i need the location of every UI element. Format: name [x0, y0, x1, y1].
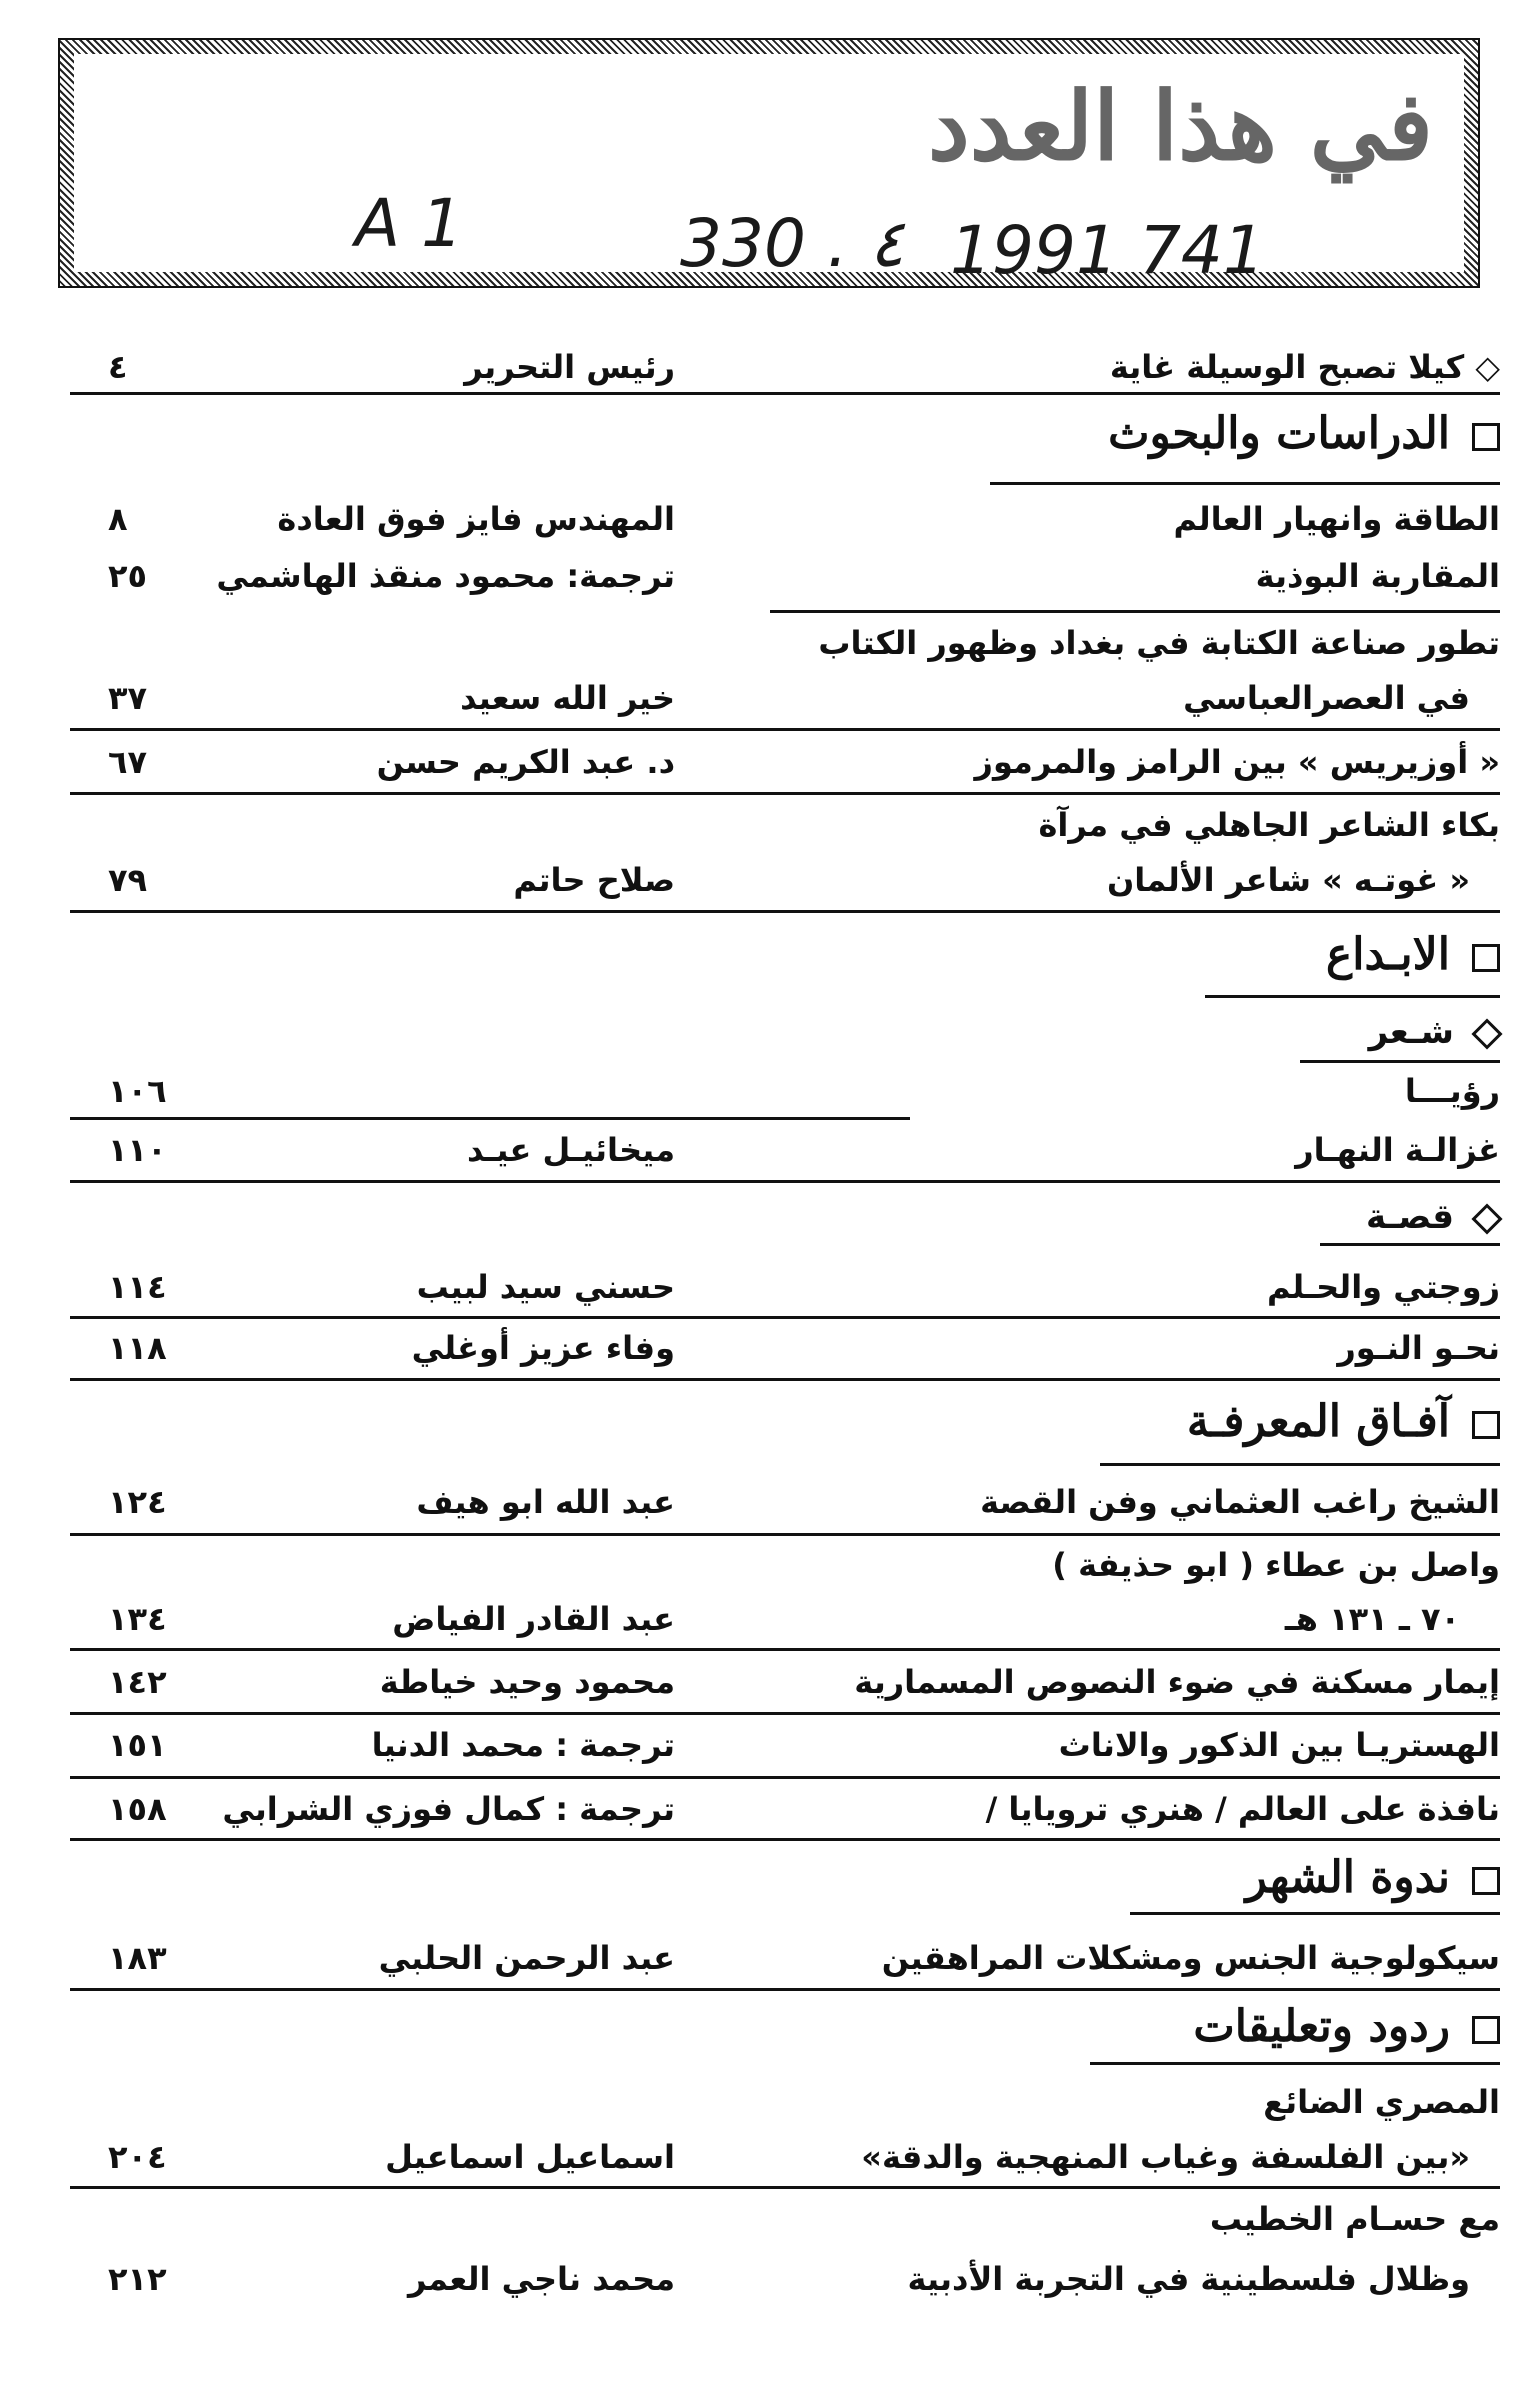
- divider: [70, 1533, 1500, 1536]
- divider: [70, 1776, 1500, 1779]
- entry-author: ميخائيـل عيـد: [466, 1131, 675, 1169]
- entry-page: ٢٥: [108, 557, 148, 595]
- entry-page: ٨: [108, 500, 128, 538]
- entry-title: غزالـة النهـار: [1295, 1131, 1500, 1169]
- toc-entry: [70, 800, 1500, 850]
- entry-page: ٢٠٤: [108, 2138, 167, 2176]
- entry-author: محمود وحيد خياطة: [379, 1663, 675, 1701]
- entry-title: واصل بن عطاء ( ابو حذيفة ): [1052, 1546, 1500, 1584]
- toc-entry: [70, 1784, 1500, 1834]
- toc-entry-cont: [70, 2132, 1500, 2182]
- entry-author: محمد ناجي العمر: [408, 2260, 675, 2298]
- entry-title: الطاقة وانهيار العالم: [1173, 500, 1500, 538]
- entry-title-line2: « غوتـه » شاعر الألمان: [1106, 861, 1470, 899]
- entry-author: خير الله سعيد: [460, 679, 675, 717]
- entry-page: ١٥٨: [108, 1790, 167, 1828]
- handwritten-note: 1991 741: [950, 212, 1265, 289]
- entry-author: اسماعيل اسماعيل: [385, 2138, 675, 2176]
- toc-entry: [70, 494, 1500, 544]
- diamond-bullet-icon: [1471, 1203, 1502, 1234]
- entry-title: نحـو النـور: [1337, 1329, 1500, 1367]
- divider: [1130, 1912, 1500, 1915]
- entry-title: الهستريـا بين الذكور والاناث: [1058, 1726, 1500, 1764]
- toc-entry-cont: [70, 855, 1500, 905]
- entry-title-line2: «بين الفلسفة وغياب المنهجية والدقة»: [861, 2138, 1470, 2176]
- entry-author: عبد الله ابو هيف: [416, 1483, 675, 1521]
- entry-author: د. عبد الكريم حسن: [376, 743, 675, 781]
- square-bullet-icon: [1472, 944, 1500, 972]
- square-bullet-icon: [1472, 1411, 1500, 1439]
- divider: [70, 792, 1500, 795]
- entry-author: حسني سيد لبيب: [416, 1268, 675, 1306]
- divider: [1320, 1243, 1500, 1246]
- toc-entry: [70, 2194, 1500, 2244]
- divider: [70, 1316, 1500, 1319]
- toc-entry-cont: [70, 2254, 1500, 2304]
- divider: [70, 1378, 1500, 1381]
- entry-title-line2: في العصرالعباسي: [1183, 679, 1470, 717]
- toc-entry-cont: [70, 673, 1500, 723]
- divider: [1205, 995, 1500, 998]
- toc-entry: [70, 1323, 1500, 1373]
- issue-contents-title: في هذا العدد: [927, 72, 1433, 182]
- handwritten-note: 330 . ٤: [680, 205, 905, 282]
- divider: [70, 392, 1500, 395]
- entry-author: عبد القادر الفياض: [392, 1600, 675, 1638]
- divider: [70, 2186, 1500, 2189]
- entry-page: ٧٩: [108, 861, 148, 899]
- toc-entry: [70, 1262, 1500, 1312]
- entry-title: نافذة على العالم / هنري ترويايا /: [985, 1790, 1500, 1828]
- entry-title: « أوزيريس » بين الرامز والمرموز: [974, 743, 1500, 781]
- entry-page: ١٠٦: [108, 1072, 167, 1110]
- entry-author: عبد الرحمن الحلبي: [378, 1939, 675, 1977]
- entry-author: ترجمة : محمد الدنيا: [371, 1726, 675, 1764]
- handwritten-note: A 1: [355, 185, 464, 262]
- divider: [70, 1712, 1500, 1715]
- toc-entry: [70, 1720, 1500, 1770]
- toc-entry: [70, 1540, 1500, 1590]
- section-heading: الدراسات والبحوث: [1108, 404, 1500, 464]
- divider: [770, 610, 1500, 613]
- entry-page: ٢١٢: [108, 2260, 167, 2298]
- toc-entry: [70, 342, 1500, 392]
- entry-title: المصري الضائع: [1263, 2083, 1500, 2121]
- entry-page: ١٥١: [108, 1726, 167, 1764]
- toc-entry: [70, 618, 1500, 668]
- entry-page: ١١٠: [108, 1131, 167, 1169]
- divider: [70, 910, 1500, 913]
- subsection-heading: شـعر: [1369, 1007, 1498, 1057]
- section-heading: الابـداع: [1326, 925, 1500, 985]
- entry-title: ◇ كيلا تصبح الوسيلة غاية: [1109, 348, 1500, 386]
- divider: [70, 1180, 1500, 1183]
- entry-page: ١٣٤: [108, 1600, 167, 1638]
- entry-title: مع حسـام الخطيب: [1209, 2200, 1500, 2238]
- entry-title: بكاء الشاعر الجاهلي في مرآة: [1038, 806, 1500, 844]
- entry-page: ٣٧: [108, 679, 148, 717]
- entry-title: رؤيـــا: [1404, 1072, 1500, 1110]
- square-bullet-icon: [1472, 2016, 1500, 2044]
- toc-entry: [70, 1477, 1500, 1527]
- entry-title-line2: ٧٠ ـ ١٣١ هـ: [1284, 1600, 1460, 1638]
- entry-author: صلاح حاتم: [513, 861, 675, 899]
- toc-entry-cont: [70, 1594, 1500, 1644]
- section-heading: ندوة الشهر: [1246, 1848, 1500, 1908]
- entry-author: المهندس فايز فوق العادة: [277, 500, 675, 538]
- toc-entry: [70, 2077, 1500, 2127]
- toc-entry: [70, 1066, 1500, 1116]
- entry-author: ترجمة: محمود منقذ الهاشمي: [216, 557, 675, 595]
- entry-page: ١٢٤: [108, 1483, 167, 1521]
- divider: [70, 1648, 1500, 1651]
- divider: [1300, 1060, 1500, 1063]
- section-heading: آفـاق المعرفـة: [1187, 1392, 1500, 1452]
- square-bullet-icon: [1472, 1867, 1500, 1895]
- square-bullet-icon: [1472, 423, 1500, 451]
- entry-page: ١١٨: [108, 1329, 167, 1367]
- section-heading: ردود وتعليقات: [1193, 1997, 1500, 2057]
- entry-title: المقاربة البوذية: [1255, 557, 1500, 595]
- divider: [990, 482, 1500, 485]
- entry-author: وفاء عزيز أوغلي: [411, 1329, 675, 1367]
- entry-page: ١٨٣: [108, 1939, 167, 1977]
- entry-title: زوجتي والحـلم: [1267, 1268, 1500, 1306]
- toc-entry: [70, 1933, 1500, 1983]
- toc-entry: [70, 1125, 1500, 1175]
- entry-title: الشيخ راغب العثماني وفن القصة: [980, 1483, 1500, 1521]
- subsection-heading: قصـة: [1366, 1192, 1498, 1242]
- toc-entry: [70, 1657, 1500, 1707]
- divider: [70, 1117, 910, 1120]
- entry-author: رئيس التحرير: [464, 348, 675, 386]
- divider: [1100, 1463, 1500, 1466]
- divider: [70, 1838, 1500, 1841]
- entry-page: ٤: [108, 348, 128, 386]
- entry-page: ٦٧: [108, 743, 148, 781]
- entry-page: ١١٤: [108, 1268, 167, 1306]
- entry-title-line2: وظلال فلسطينية في التجربة الأدبية: [907, 2260, 1470, 2298]
- divider: [1090, 2062, 1500, 2065]
- entry-author: ترجمة : كمال فوزي الشرابي: [222, 1790, 675, 1828]
- divider: [70, 1988, 1500, 1991]
- toc-entry: [70, 551, 1500, 601]
- entry-title: إيمار مسكنة في ضوء النصوص المسمارية: [854, 1663, 1500, 1701]
- entry-title: تطور صناعة الكتابة في بغداد وظهور الكتاب: [818, 624, 1500, 662]
- entry-page: ١٤٢: [108, 1663, 167, 1701]
- toc-entry: [70, 737, 1500, 787]
- divider: [70, 728, 1500, 731]
- entry-title: سيكولوجية الجنس ومشكلات المراهقين: [881, 1939, 1500, 1977]
- diamond-bullet-icon: [1471, 1018, 1502, 1049]
